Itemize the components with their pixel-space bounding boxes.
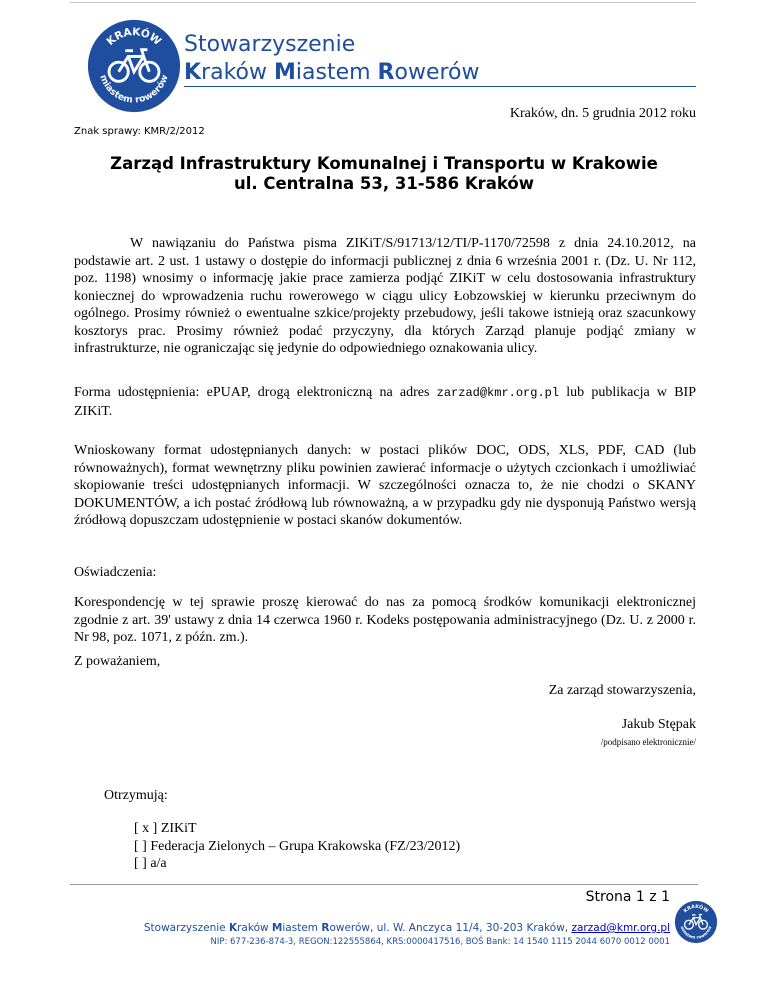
list-item: [ ] Federacja Zielonych – Grupa Krakowska (FZ/23/2012) — [134, 838, 461, 854]
logo-top-text: KRAKÓW — [104, 26, 164, 49]
top-rule — [70, 2, 696, 3]
closing-salutation: Z poważaniem, — [74, 654, 161, 669]
footer-logo — [674, 900, 718, 944]
footer-address-line: Stowarzyszenie Kraków Miastem Rowerów, ul. W. Anczyca 11/4, 30-203 Kraków, zarzad@kmr.org.pl — [143, 922, 670, 934]
recipients-label: Otrzymują: — [104, 788, 168, 803]
email-address[interactable]: zarzad@kmr.org.pl — [436, 386, 560, 400]
correspondence-paragraph: Korespondencję w tej sprawie proszę kierować do nas za pomocą środków komunikacji elektronicznej zgodnie z art. 39' ustawy z dnia 14 czerwca 1960 r. Kodeks postępowania administracyjnego (Dz. U. z 2000 r. Nr 98, poz. 1071, z późn. zm.). — [74, 595, 696, 645]
svg-text:KRAKÓW: KRAKÓW — [683, 904, 709, 915]
svg-text:miastem rowerów: miastem rowerów — [679, 925, 713, 940]
footer-registry-line: NIP: 677-236-874-3, REGON:122555864, KRS:0000417516, BOŚ Bank: 14 1540 1115 2044 6070 0012 0001 — [210, 937, 670, 947]
addressee-address: ul. Centralna 53, 31-586 Kraków — [233, 174, 535, 193]
letter-date: Kraków, dn. 5 grudnia 2012 roku — [509, 106, 696, 121]
org-name-line1: Stowarzyszenie — [184, 32, 356, 57]
org-name-line2: Kraków Miastem Rowerów — [184, 60, 480, 85]
list-item: [ x ] ZIKiT — [134, 821, 197, 836]
delivery-form-paragraph: Forma udostępnienia: ePUAP, drogą elektroniczną na adres zarzad@kmr.org.pl lub publikacja w BIP ZIKiT. — [74, 385, 696, 419]
kmr-logo — [86, 18, 182, 114]
list-item: [ ] a/a — [134, 856, 167, 871]
signature-note: /podpisano elektronicznie/ — [600, 737, 696, 747]
recipients-list — [134, 820, 460, 873]
case-reference: Znak sprawy: KMR/2/2012 — [74, 126, 205, 137]
statements-heading: Oświadczenia: — [74, 565, 157, 580]
logo-bottom-text: miastem rowerów — [97, 73, 171, 106]
format-paragraph: Wnioskowany format udostępnianych danych: w postaci plików DOC, ODS, XLS, PDF, CAD (lub równoważnych), format wewnętrzny pliku powinien zawierać informacje o użytych czcionkach i umożliwiać skopiowanie treści udostępnianych informacji. W szczególności oznacza to, że nie chodzi o SKANY DOKUMENTÓW, a ich postać źródłową lub równoważną, a w przypadku gdy nie dysponują Państwo wersją źródłową dopuszczam udostępnienie w postaci skanów dokumentów. — [74, 443, 696, 528]
footer-email-link[interactable]: zarzad@kmr.org.pl — [571, 922, 670, 934]
org-underline — [184, 86, 696, 87]
signature-name: Jakub Stępak — [621, 717, 696, 732]
addressee-name: Zarząd Infrastruktury Komunalnej i Transportu w Krakowie — [110, 154, 658, 173]
page-number: Strona 1 z 1 — [585, 889, 670, 905]
request-paragraph: W nawiązaniu do Państwa pisma ZIKiT/S/91713/12/TI/P-1170/72598 z dnia 24.10.2012, na podstawie art. 2 ust. 1 ustawy o dostępie do informacji publicznej z dnia 6 września 2001 r. (Dz. U. Nr 112, poz. 1198) wnosimy o informację jakie prace zamierza podjąć ZIKiT w celu dostosowania infrastruktury koniecznej do wprowadzenia ruchu rowerowego w ciągu ulicy Łobzowskiej w kierunku przeciwnym do ogólnego. Prosimy również o ewentualne szkice/projekty przebudowy, jeśli takowe istnieją oraz szacunkowy kosztorys prac. Prosimy również podać przyczyny, dla których Zarząd planuje podjąć zmiany w infrastrukturze, nie ograniczając się jedynie do odpowiedniego oznakowania ulicy. — [74, 236, 696, 356]
footer-rule — [70, 884, 698, 885]
signature-for: Za zarząd stowarzyszenia, — [548, 683, 696, 698]
